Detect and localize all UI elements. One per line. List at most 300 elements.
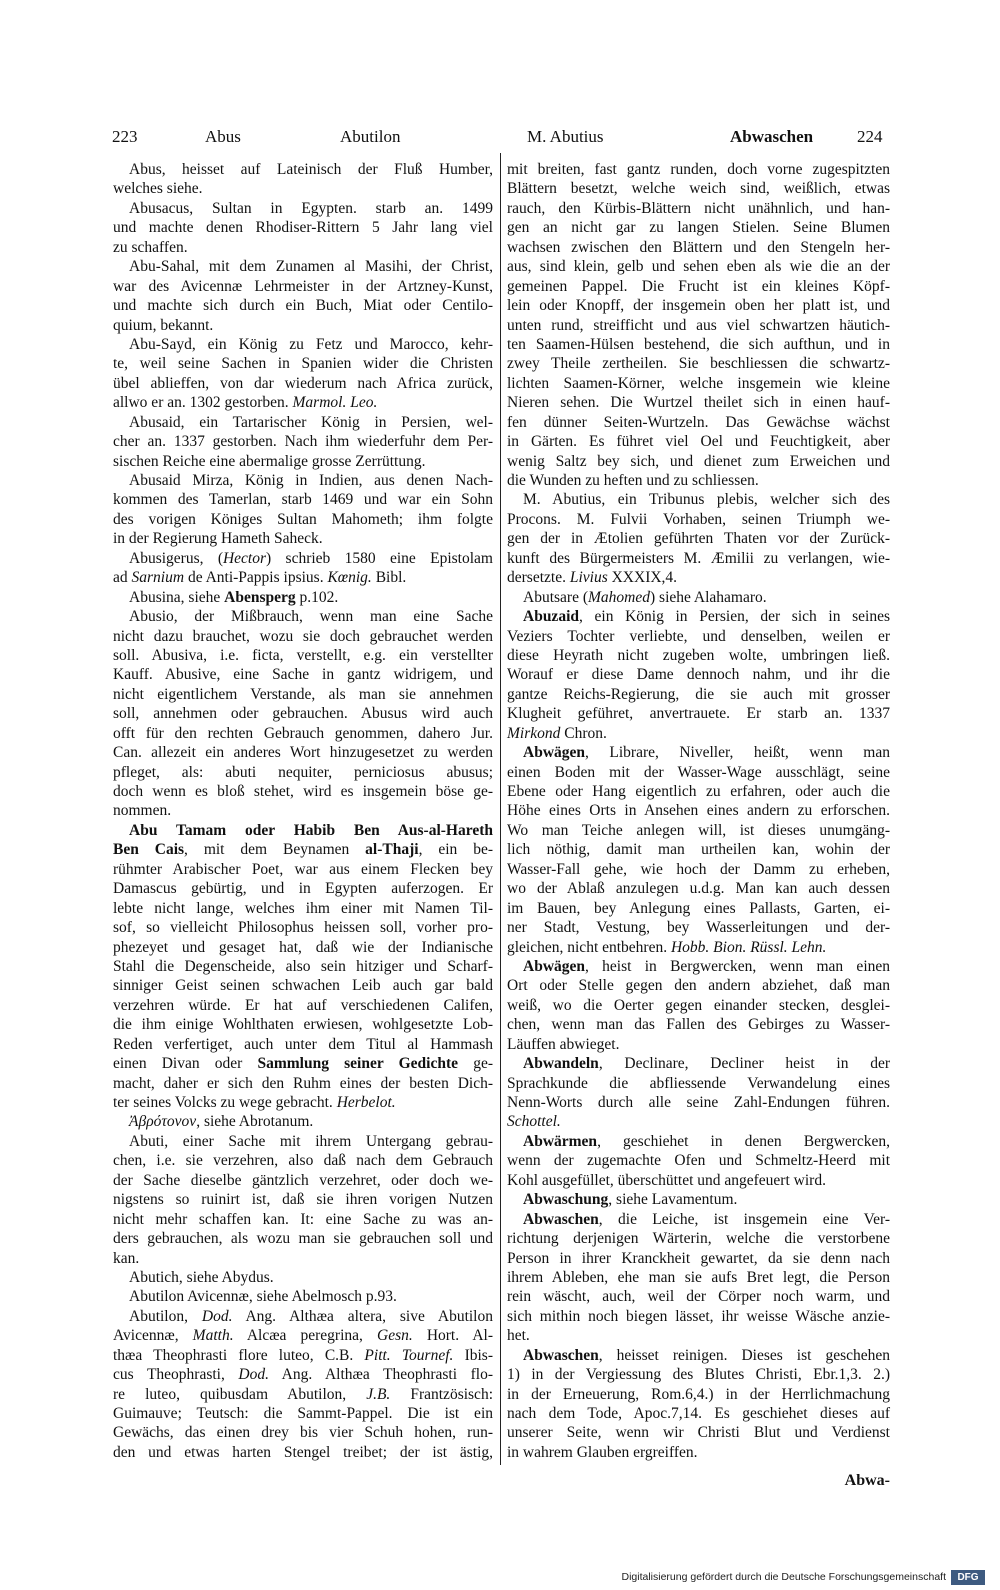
text-run: den und etwas harten Stengel treibet; der ist ästig, <box>113 1443 493 1461</box>
text-run: phezeyet und gesaget hat, daß wie der Indianische <box>113 938 493 956</box>
text-run: re luteo, quibusdam Abutilon, <box>113 1385 367 1403</box>
text-run: nach dem Tode, Apoc.7,14. Es geschiehet dieses auf <box>507 1405 890 1422</box>
citation: Dod. <box>238 1366 269 1384</box>
headword: al-Thaji <box>365 841 419 859</box>
text-line <box>113 1249 493 1268</box>
lexicon-entry <box>113 1287 493 1306</box>
text-run: Chron. <box>560 724 607 742</box>
text-line <box>507 529 890 548</box>
citation: Kœnig. <box>327 569 372 587</box>
running-head-right-mid: M. Abutius <box>527 127 604 146</box>
text-line <box>113 1229 493 1248</box>
text-run: de Anti-Pappis ipsius. <box>184 569 328 587</box>
text-run: Hort. Al- <box>412 1327 494 1345</box>
text-line <box>507 568 890 587</box>
lexicon-entry <box>113 821 493 1113</box>
text-run: Abusio, der Mißbrauch, wenn man eine Sache <box>129 608 493 626</box>
text-line <box>113 471 493 490</box>
lexicon-entry <box>113 607 493 821</box>
text-line <box>113 296 493 315</box>
text-run: Kohl ausgefüllet, überschüttet und angefeuert wird. <box>507 1171 826 1189</box>
text-run: Worauf er diese Dame dennoch nahm, und ihr die <box>507 666 890 684</box>
text-run: aus, sind klein, gelb und sehen eben als wie die an der <box>507 258 890 276</box>
text-run: ) siehe Alahamaro. <box>650 588 767 606</box>
citation: Herbelot. <box>336 1094 396 1111</box>
text-run: lich nöthig, damit man urtheilen kan, wohin der <box>507 841 890 859</box>
lexicon-entry <box>507 160 890 490</box>
page-number-right: 224 <box>857 127 883 146</box>
text-line <box>507 510 890 529</box>
text-line <box>113 685 493 704</box>
text-line <box>113 899 493 918</box>
lexicon-entry <box>507 1346 890 1463</box>
text-line <box>507 996 890 1015</box>
text-run: , mit dem Beynamen <box>184 841 366 859</box>
text-line <box>113 879 493 898</box>
text-line <box>113 821 493 840</box>
text-run: die ihm einige Wohlthaten erwiesen, wohlgesetzte Lob- <box>113 1016 493 1034</box>
text-run: wenig Saltz bey sich, und dienet zum Erweichen und <box>507 452 890 470</box>
text-line <box>507 1132 890 1151</box>
citation: Marmol. Leo. <box>292 394 378 412</box>
text-run: Stahl die Degenscheide, also sein hitziger und Scharf- <box>113 957 493 975</box>
text-line <box>113 1151 493 1170</box>
text-run: übel ablieffen, von dar wiederum nach Africa zurück, <box>113 374 493 392</box>
text-line <box>507 1365 890 1384</box>
text-line <box>113 1190 493 1209</box>
text-run: Klugheit geführet, anvertrauete. Er starb an. 1337 <box>507 705 890 723</box>
text-run: ihrem Ableben, ehe man sie aufs Bret legt, die Person <box>507 1268 890 1286</box>
text-line <box>113 316 493 335</box>
text-run: zu schaffen. <box>113 238 188 256</box>
text-line <box>507 685 890 704</box>
text-line <box>113 1132 493 1151</box>
text-run: einen Divan oder <box>113 1055 258 1073</box>
text-run: war des Avicennæ Lehrmeister in der Artzney-Kunst, <box>113 277 493 295</box>
text-run: Nieren sehen. Die Wurtzel theilet sich in einen hauf- <box>507 394 890 412</box>
text-run: thæa Theophrasti flore luteo, C.B. <box>113 1346 365 1364</box>
text-run: rein wäscht, auch, weil der Cörper noch warm, und <box>507 1288 890 1306</box>
dfg-logo: DFG <box>951 1570 985 1585</box>
text-line <box>113 218 493 237</box>
text-run: Veziers Tochter verliebte, und denselben, weilen er <box>507 627 890 645</box>
headword: Abu Tamam oder Habib Ben Aus-al-Hareth <box>129 821 493 839</box>
text-run: cus Theophrasti, <box>113 1366 239 1384</box>
text-line <box>507 763 890 782</box>
text-line <box>507 1210 890 1229</box>
text-line <box>507 743 890 762</box>
lexicon-entry <box>507 957 890 1054</box>
text-line <box>113 568 493 587</box>
text-line <box>507 1404 890 1423</box>
text-run: , ein be- <box>418 841 493 859</box>
text-run: M. Abutius, ein Tribunus plebis, welcher sich des <box>523 491 890 509</box>
text-line <box>507 1229 890 1248</box>
column-divider <box>500 153 501 1465</box>
text-run: Läuffen abwieget. <box>507 1035 620 1053</box>
text-run: Abutilon, <box>129 1307 202 1325</box>
citation: Mirkond <box>507 724 561 742</box>
text-run: chen, i.e. sie verzehren, also daß nach dem Gebrauch <box>113 1152 493 1170</box>
text-run: die Wunden zu heften und zu schliessen. <box>507 472 759 489</box>
text-run: , die Leiche, ist insgemein eine Ver- <box>598 1210 890 1228</box>
text-run: Abus, heisset auf Lateinisch der Fluß Humber, <box>129 161 493 178</box>
text-run: Abusina, siehe <box>129 588 225 606</box>
text-run: het. <box>507 1327 530 1345</box>
text-line <box>113 996 493 1015</box>
page-number-left: 223 <box>112 127 138 146</box>
text-run: rauch, den Kürbis-Blättern nicht unähnlich, und han- <box>507 199 890 217</box>
lexicon-entry <box>113 413 493 471</box>
text-run: verzehren würde. Er hat auf verschiedenen Califen, <box>113 996 493 1014</box>
text-line <box>507 1268 890 1287</box>
citation: Sarnium <box>131 569 185 587</box>
text-line <box>507 1151 890 1170</box>
lexicon-entry <box>113 588 493 607</box>
text-line <box>113 238 493 257</box>
text-run: , siehe Lavamentum. <box>608 1191 738 1209</box>
text-run: Frantzösisch: <box>390 1385 493 1403</box>
text-run: weiß, wo die Oerter gegen einander stecken, desglei- <box>507 996 890 1014</box>
text-line <box>113 1054 493 1073</box>
text-line <box>507 452 890 471</box>
headword: Abwärmen <box>523 1132 598 1150</box>
text-line <box>507 1112 890 1131</box>
text-line <box>507 607 890 626</box>
text-line <box>507 335 890 354</box>
text-run: gemeinen Pappel. Die Frucht ist ein kleines Köpf- <box>507 277 890 295</box>
text-line <box>113 627 493 646</box>
text-line <box>113 840 493 859</box>
text-run: und machte sich durch ein Buch, Miat oder Centilo- <box>113 297 493 315</box>
lexicon-entry <box>113 1268 493 1287</box>
text-run: rühmter Arabischer Poet, war aus einem Flecken bey <box>113 860 493 878</box>
text-line <box>113 199 493 218</box>
text-line <box>507 1035 890 1054</box>
text-run: sinniger Geist seinen schwachen Leib auch gar bald <box>113 977 493 995</box>
text-line <box>507 1443 890 1462</box>
text-line <box>507 160 890 179</box>
text-line <box>113 646 493 665</box>
text-run: ad <box>113 569 132 587</box>
text-run: Can. allezeit ein anderes Wort hinzugesetzet zu werden <box>113 744 493 762</box>
text-run: nicht mehr schaffen kan. It: eine Sache zu was an- <box>113 1210 493 1228</box>
text-run: lein oder Knopff, der insgemein oben her platt ist, und <box>507 297 890 315</box>
running-head-left: Abus <box>205 127 241 146</box>
citation: Schottel. <box>507 1113 561 1131</box>
citation: Dod. <box>201 1307 233 1325</box>
headword: Ben Cais <box>113 841 185 859</box>
text-run: richtung derjenigen Wärterin, welche die verstorbene <box>507 1230 890 1248</box>
text-run: sof, so vielleicht Philosophus heissen soll, vorher pro- <box>113 919 493 937</box>
text-run: Nenn-Worts durch alle seine Zahl-Endungen führen. <box>507 1094 890 1111</box>
headword: Abwägen <box>523 744 586 762</box>
text-line <box>113 549 493 568</box>
text-run: in Gärten. Es führet viel Oel und Feuchtigkeit, aber <box>507 433 890 451</box>
text-run: 1) in der Vergiessung des Blutes Christi, Ebr.1,3. 2.) <box>507 1366 890 1384</box>
text-run: nicht dazu brauchet, wozu sie doch gebrauchet werden <box>113 627 493 645</box>
right-column <box>507 160 890 1462</box>
text-run: Ort oder Stelle gegen den andern abziehet, daß man <box>507 977 890 995</box>
text-run: fen dünner Seiten-Wurtzeln. Das Gewächse wächst <box>507 413 890 431</box>
text-run: Procons. M. Fulvii Vorhaben, seinen Triumph we- <box>507 510 890 528</box>
text-run: Blättern besetzt, welche weich sind, weißlich, etwas <box>507 180 890 198</box>
text-run: Abusacus, Sultan in Egypten. starb an. 1499 <box>129 199 493 217</box>
text-line <box>113 432 493 451</box>
text-run: gleichen, nicht entbehren. <box>507 938 671 956</box>
digitization-credit: Digitalisierung gefördert durch die Deutsche Forschungsgemeinschaft <box>621 1571 946 1583</box>
text-line <box>113 490 493 509</box>
text-run: gantze Reichs-Regierung, die sie auch mit grosser <box>507 685 890 703</box>
text-run: Wo man Teiche anlegen will, ist dieses unumgäng- <box>507 821 890 839</box>
text-line <box>113 1210 493 1229</box>
text-run: dersetzte. <box>507 569 570 587</box>
text-line <box>507 471 890 490</box>
text-run: wo der Ablaß anzulegen u.d.g. Man kan auch dessen <box>507 880 890 898</box>
text-run: Reden verfertiget, auch unter dem Titul al Hammash <box>113 1035 493 1053</box>
citation: Hobb. Bion. Rüssl. Lehn. <box>670 938 827 956</box>
text-line <box>113 1443 493 1462</box>
text-line <box>507 899 890 918</box>
text-line <box>507 432 890 451</box>
text-run: XXXIX,4. <box>607 569 678 587</box>
text-line <box>507 918 890 937</box>
lexicon-entry <box>507 588 890 607</box>
text-line <box>507 277 890 296</box>
text-run: ter seines Volcks zu wege gebracht. <box>113 1094 337 1111</box>
text-line <box>507 1190 890 1209</box>
text-run: unten rund, streifficht und aus viel schwartzen häutich- <box>507 316 890 334</box>
catchword: Abwa- <box>844 1472 890 1489</box>
text-line <box>113 957 493 976</box>
text-run: in der Regierung Hameth Saheck. <box>113 530 323 548</box>
text-line <box>507 257 890 276</box>
text-run: te, weil seine Sachen in Spanien wider die Christen <box>113 355 493 373</box>
text-line <box>507 724 890 743</box>
lexicon-entry <box>113 160 493 199</box>
citation: Mahomed <box>588 588 650 606</box>
text-line <box>507 354 890 373</box>
text-line <box>507 1346 890 1365</box>
citation: Ἀβρότονον <box>129 1113 197 1131</box>
text-line <box>113 413 493 432</box>
text-run: mit breiten, fast gantz runden, doch vorne zugespitzten <box>507 161 890 178</box>
text-line <box>507 316 890 335</box>
citation: J.B. <box>366 1385 391 1403</box>
text-line <box>507 1385 890 1404</box>
text-line <box>113 354 493 373</box>
running-head-right: Abwaschen <box>730 127 814 146</box>
text-run: sich mithin noch biegen lässet, ihr weisse Wäsche anzie- <box>507 1307 890 1325</box>
text-run: nigstens so ruinirt ist, daß sie ihren vorigen Nutzen <box>113 1191 493 1209</box>
text-run: , ein König in Persien, der sich in seines <box>579 608 890 626</box>
text-run: p.102. <box>295 588 339 606</box>
text-run: Guimauve; Teutsch: die Sammt-Pappel. Die ist ein <box>113 1405 493 1422</box>
headword: Abwaschen <box>523 1210 599 1228</box>
text-line <box>113 160 493 179</box>
text-line <box>507 374 890 393</box>
text-line <box>113 938 493 957</box>
headword: Abwaschen <box>523 1346 599 1364</box>
text-line <box>113 1307 493 1326</box>
text-run: allwo er an. 1302 gestorben. <box>113 394 293 412</box>
text-run: Ebene oder Hang eigentlich zu erfahren, oder auch die <box>507 783 890 800</box>
text-run: ders gebrauchen, als wozu man sie gebrauchen soll und <box>113 1230 493 1248</box>
lexicon-entry <box>507 1210 890 1346</box>
text-run: nommen. <box>113 802 172 820</box>
text-line <box>507 393 890 412</box>
text-line <box>507 588 890 607</box>
text-run: kunft des Bürgermeisters M. Æmilii zu verlangen, wie- <box>507 549 890 567</box>
text-run: lichten Saamen-Körner, welche insgemein wie kleine <box>507 374 890 392</box>
text-line <box>507 665 890 684</box>
headword: Abensperg <box>224 588 296 606</box>
text-line <box>113 1404 493 1423</box>
text-run: , geschiehet in denen Bergwercken, <box>597 1132 890 1150</box>
text-run: macht, daher er sich den Ruhm eines der besten Dich- <box>113 1074 493 1092</box>
text-run: quium, bekannt. <box>113 316 214 334</box>
text-run: einen Boden mit der Wasser-Wage ausschlägt, seine <box>507 763 890 781</box>
text-line <box>507 1326 890 1345</box>
text-run: Abu-Sayd, ein König zu Fetz und Marocco, kehr- <box>129 335 493 353</box>
text-line <box>113 510 493 529</box>
text-run: , Librare, Niveller, heißt, wenn man <box>585 744 890 762</box>
text-line <box>113 976 493 995</box>
text-line <box>507 976 890 995</box>
text-line <box>113 743 493 762</box>
text-line <box>507 1015 890 1034</box>
text-line <box>113 724 493 743</box>
text-run: in der Erneuerung, Rom.6,4.) in der Herrlichmachung <box>507 1385 890 1403</box>
text-run: Abuti, einer Sache mit ihrem Untergang gebrau- <box>129 1132 493 1150</box>
text-line <box>507 821 890 840</box>
text-run: unserer Seite, wenn wir Christi Blut und Verdienst <box>507 1424 890 1442</box>
text-run: , heisset reinigen. Dieses ist geschehen <box>598 1346 890 1364</box>
text-line <box>507 549 890 568</box>
text-line <box>507 704 890 723</box>
text-line <box>113 588 493 607</box>
text-run: Gewächs, das einen drey bis vier Schuh hohen, run- <box>113 1424 493 1442</box>
text-line <box>507 1287 890 1306</box>
text-run: Alcæa peregrina, <box>233 1327 377 1345</box>
text-run: kan. <box>113 1249 140 1267</box>
lexicon-entry <box>507 490 890 587</box>
text-run: , siehe Abrotanum. <box>196 1113 314 1131</box>
text-line <box>113 452 493 471</box>
text-line <box>113 529 493 548</box>
text-line <box>113 860 493 879</box>
text-line <box>507 490 890 509</box>
text-line <box>113 1112 493 1131</box>
text-run: Abutich, siehe Abydus. <box>129 1268 274 1286</box>
citation: Gesn. <box>377 1327 413 1345</box>
text-run: gen der in Ætolien geführten Thaten vor der Zurück- <box>507 530 890 548</box>
text-run: in wahrem Glauben ergreiffen. <box>507 1443 698 1461</box>
lexicon-entry <box>113 1132 493 1268</box>
text-run: welches siehe. <box>113 180 203 198</box>
text-line <box>507 782 890 801</box>
lexicon-entry <box>507 1132 890 1190</box>
text-line <box>507 627 890 646</box>
headword: Sammlung seiner Gedichte <box>257 1055 459 1073</box>
text-line <box>113 1093 493 1112</box>
running-head-left-mid: Abutilon <box>340 127 401 146</box>
text-run: , heist in Bergwercken, wenn man einen <box>585 957 890 975</box>
lexicon-entry <box>113 1307 493 1463</box>
text-run: sischen Reiche eine abermalige grosse Zerrüttung. <box>113 452 426 470</box>
text-line <box>113 704 493 723</box>
text-line <box>113 1385 493 1404</box>
text-run: Kauff. Abusive, eine Sache in gantz widrigem, und <box>113 666 493 684</box>
text-run: lebte nicht lange, welches ihm einer mit Namen Til- <box>113 899 493 917</box>
lexicon-entry <box>507 1190 890 1209</box>
text-run: nicht eigentlichem Verstande, als man sie annehmen <box>113 685 493 703</box>
lexicon-entry <box>507 743 890 957</box>
text-run: Höhe eines Orts in Ansehen eines andern zu erforschen. <box>507 802 890 820</box>
text-line <box>113 1015 493 1034</box>
text-run: Abutsare ( <box>523 588 588 606</box>
headword: Abwaschung <box>523 1191 609 1209</box>
text-run: offt für den rechten Gebrauch genommen, dahero Jur. <box>113 724 493 742</box>
text-run: gen an nicht gar zu langen Stielen. Seine Blumen <box>507 219 890 237</box>
text-run: des vorigen Königes Sultan Mahometh; ihm folgte <box>113 510 493 528</box>
text-run: ge- <box>458 1055 493 1073</box>
text-line <box>507 938 890 957</box>
text-line <box>113 1035 493 1054</box>
text-run: soll, annehmen oder gebrauchen. Abusus wird auch <box>113 705 493 723</box>
text-line <box>507 179 890 198</box>
text-run: chen, wenn man das Fallen des Gebirges zu Wasser- <box>507 1016 890 1034</box>
text-run: Ang. Althæa Theophrasti flo- <box>268 1366 493 1384</box>
text-run: doch wenn es bloß stehet, wird es insgemein böse ge- <box>113 783 493 800</box>
citation: Hector <box>222 549 267 567</box>
text-run: Damascus gebürtig, und in Egypten auferzogen. Er <box>113 880 493 898</box>
text-line <box>113 782 493 801</box>
text-run: Avicennæ, <box>113 1327 193 1345</box>
text-line <box>507 1093 890 1112</box>
text-run: Wasser-Fall gehe, wie hoch der Damm zu erheben, <box>507 860 890 878</box>
text-line <box>113 607 493 626</box>
text-line <box>507 1249 890 1268</box>
text-line <box>507 1307 890 1326</box>
text-line <box>113 1365 493 1384</box>
text-line <box>507 840 890 859</box>
text-run: Person in ihrer Kranckheit gewartet, da sie denn nach <box>507 1249 890 1267</box>
left-column <box>113 160 493 1462</box>
text-line <box>113 374 493 393</box>
text-line <box>113 1074 493 1093</box>
text-line <box>113 179 493 198</box>
text-run: ner Stadt, Vestung, bey Wasserleitungen und der- <box>507 919 890 937</box>
text-line <box>507 296 890 315</box>
text-line <box>507 957 890 976</box>
text-run: Abutilon Avicennæ, siehe Abelmosch p.93. <box>129 1288 397 1306</box>
lexicon-entry <box>507 607 890 743</box>
text-line <box>507 1054 890 1073</box>
text-line <box>507 199 890 218</box>
text-line <box>507 646 890 665</box>
lexicon-entry <box>113 471 493 549</box>
text-line <box>113 801 493 820</box>
headword: Abwägen <box>523 957 586 975</box>
text-run: Abu-Sahal, mit dem Zunamen al Masihi, der Christ, <box>129 258 493 276</box>
text-line <box>113 763 493 782</box>
citation: Livius <box>569 569 608 587</box>
text-run: Ibis- <box>453 1346 493 1364</box>
text-line <box>113 335 493 354</box>
text-run: Sprachkunde die abfliessende Verwandelung eines <box>507 1074 890 1092</box>
text-run: Bibl. <box>371 569 407 587</box>
